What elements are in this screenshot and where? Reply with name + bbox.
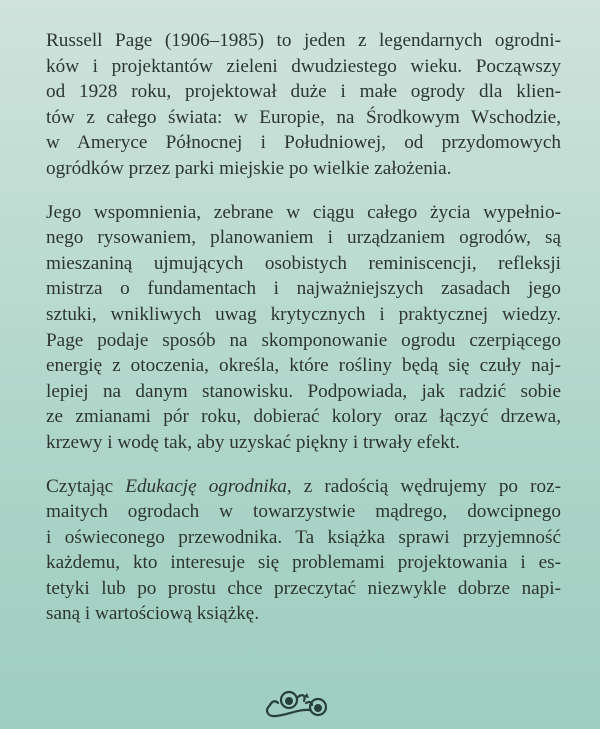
text-segment: , z radością wędrujemy po roz- [286, 475, 561, 497]
paragraph-memoirs [46, 200, 561, 456]
text-segment: Czytając [46, 475, 126, 497]
text-line: ze zmianami pór roku, dobierać kolory oraz łączyć drzewa, [46, 406, 561, 428]
text-line: ków i projektantów zieleni dwudziestego wieku. Począwszy [46, 55, 561, 77]
text-line: maitych ogrodach w towarzystwie mądrego, dowcipnego [46, 501, 561, 523]
text-line: mieszaniną ujmujących osobistych reminiscencji, refleksji [46, 252, 561, 274]
text-line: każdemu, kto interesuje się problemami projektowania i es- [46, 552, 561, 574]
text-line: Jego wspomnienia, zebrane w ciągu całego życia wypełnio- [46, 201, 561, 223]
paragraph-recommendation [46, 474, 561, 628]
book-back-cover-text [46, 28, 561, 645]
text-line [46, 474, 561, 500]
text-line: tetyki lub po prostu chce przeczytać niezwykle dobrze napi- [46, 577, 561, 599]
text-line: sztuki, wnikliwych uwag krytycznych i praktycznej wiedzy. [46, 303, 561, 325]
text-line: krzewy i wodę tak, aby uzyskać piękny i trwały efekt. [46, 431, 460, 453]
text-line: nego rysowaniem, planowaniem i urządzaniem ogrodów, są [46, 227, 561, 249]
text-line: Page podaje sposób na skomponowanie ogrodu czerpiącego [46, 329, 561, 351]
text-line: i oświeconego przewodnika. Ta książka sprawi przyjemność [46, 526, 561, 548]
text-line: energię z otoczenia, określa, które rośliny będą się czuły naj- [46, 355, 561, 377]
text-line: od 1928 roku, projektował duże i małe ogrody dla klien- [46, 81, 561, 103]
text-line: w Ameryce Północnej i Południowej, od przydomowych [46, 132, 561, 154]
text-line: lepiej na danym stanowisku. Podpowiada, jak radzić sobie [46, 380, 561, 402]
book-title-italic: Edukację ogrodnika [125, 475, 287, 497]
paragraph-bio [46, 28, 561, 182]
fleuron-ornament-icon [260, 683, 340, 723]
text-line: mistrza o fundamentach i najważniejszych zasadach jego [46, 278, 561, 300]
text-line: Russell Page (1906–1985) to jeden z legendarnych ogrodni- [46, 30, 561, 51]
text-line: saną i wartościową książkę. [46, 603, 260, 625]
text-line: ogródków przez parki miejskie po wielkie założenia. [46, 157, 452, 179]
text-line: tów z całego świata: w Europie, na Środkowym Wschodzie, [46, 106, 561, 128]
